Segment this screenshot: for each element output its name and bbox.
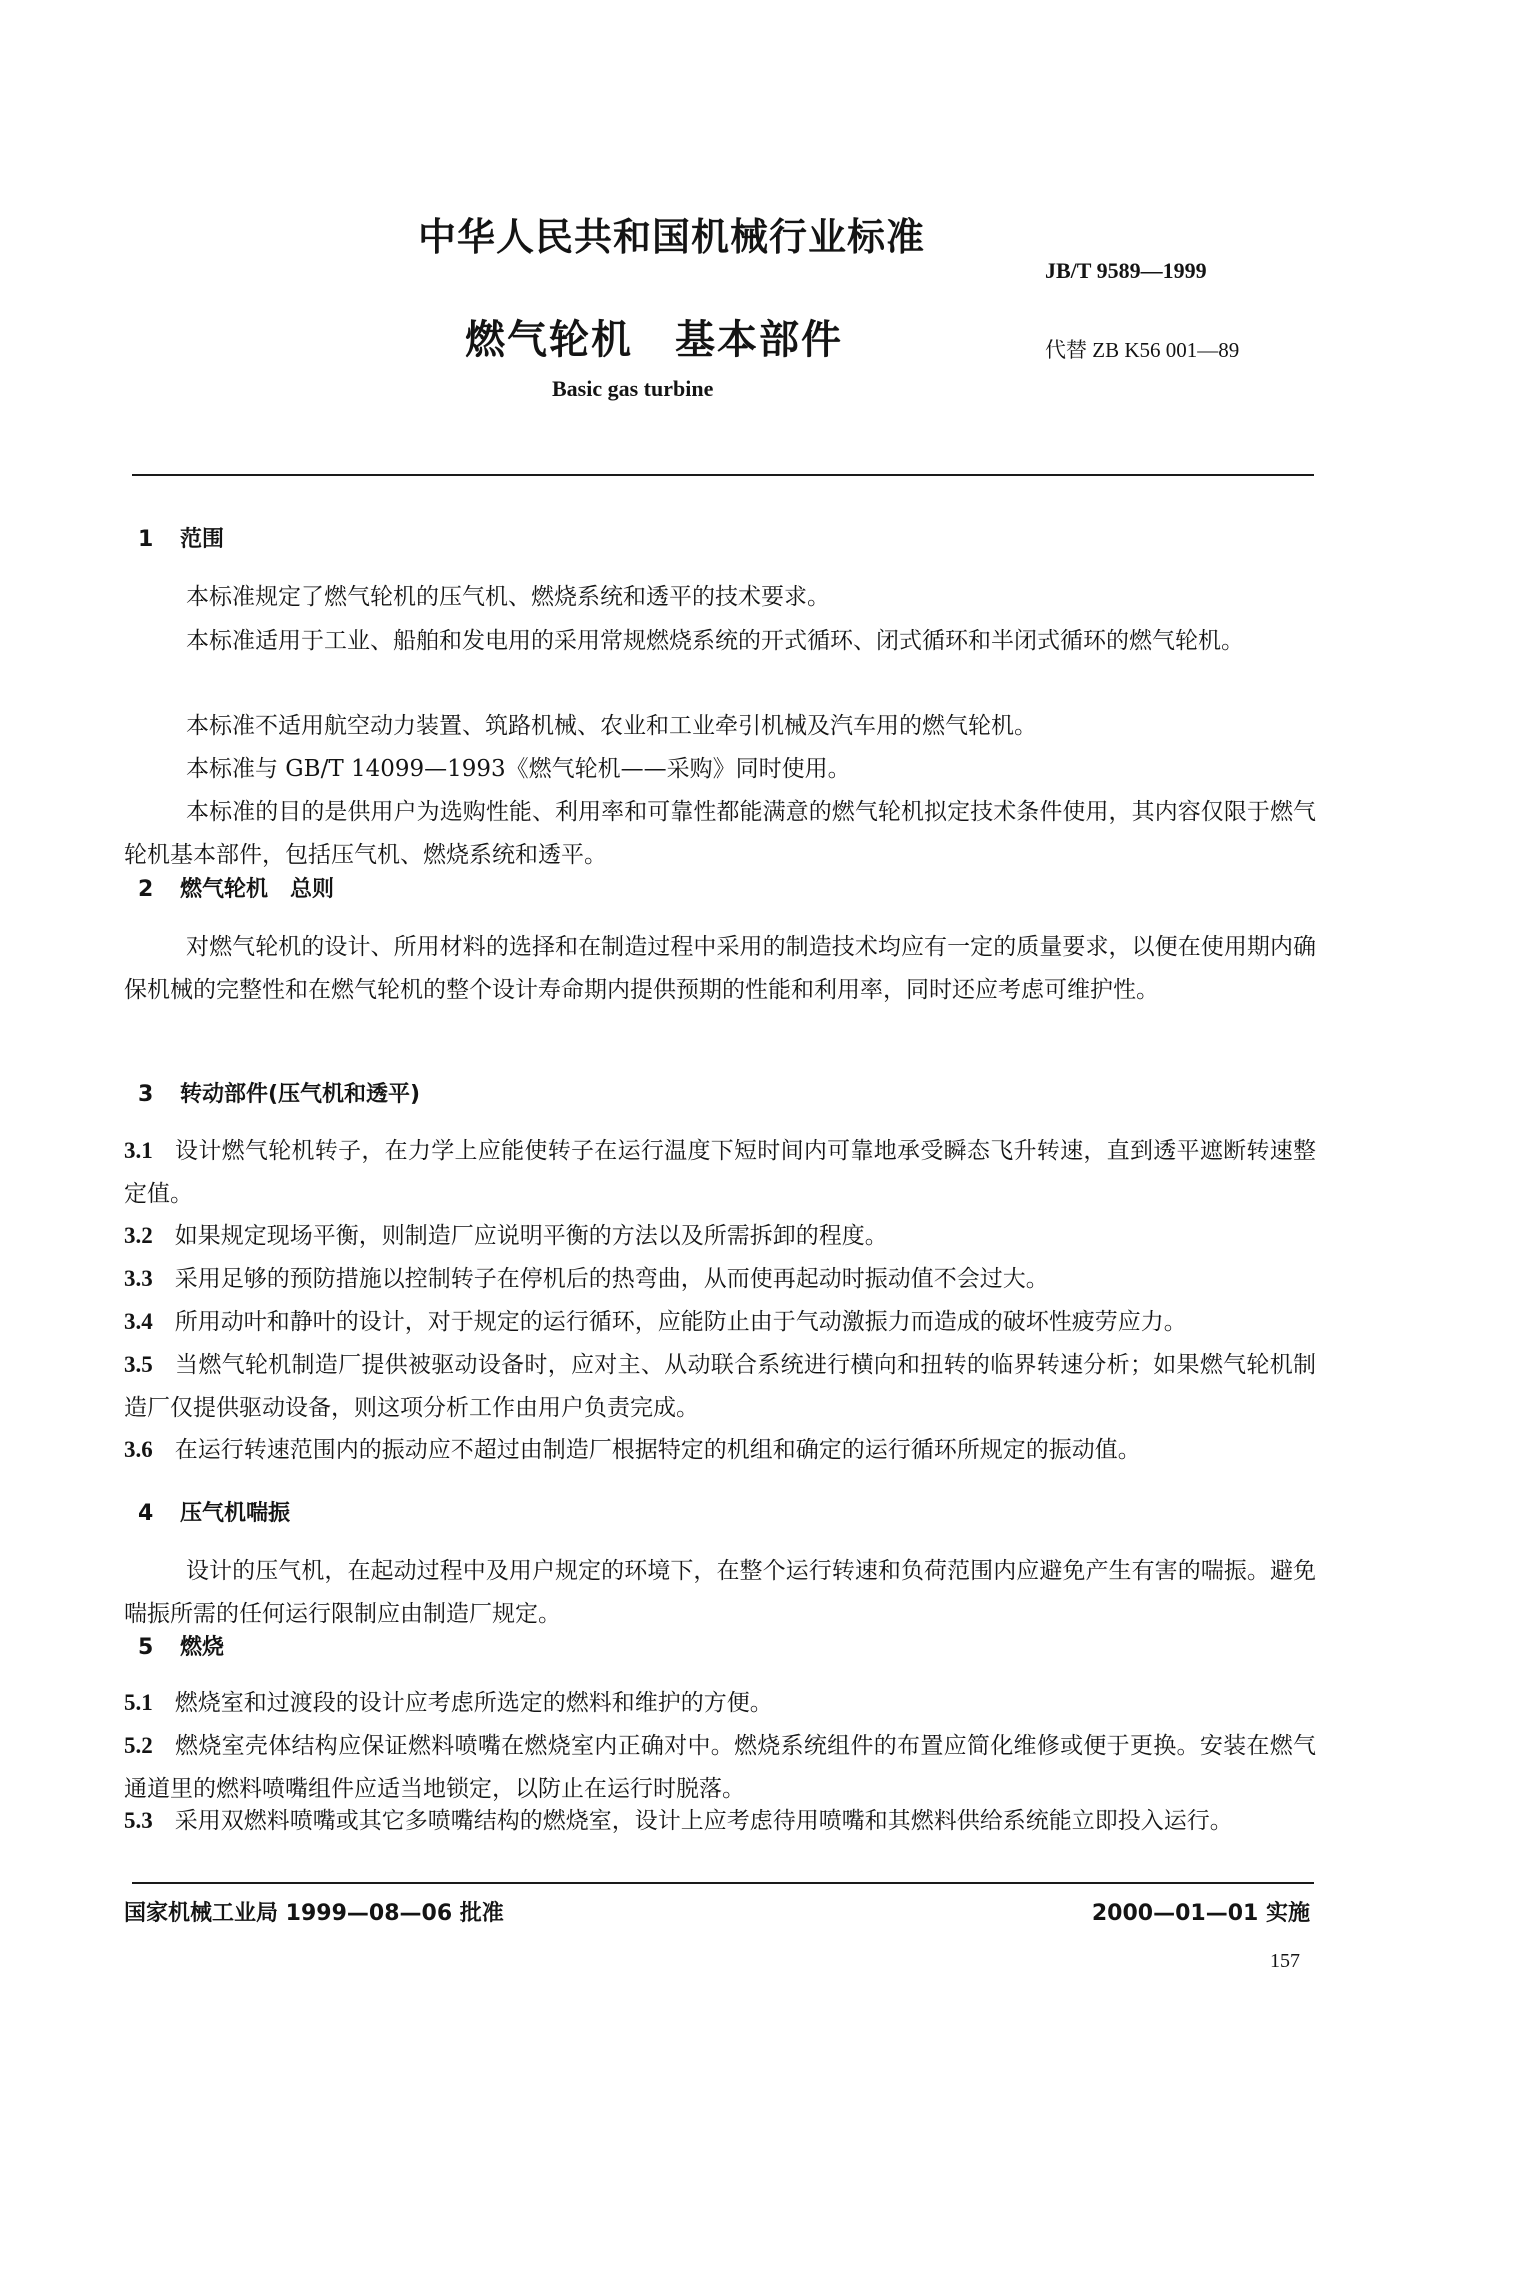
clause-3-3: 3.3 采用足够的预防措施以控制转子在停机后的热弯曲，从而使再起动时振动值不会过大。 [124, 1266, 1049, 1292]
section-2-paragraph-1: 对燃气轮机的设计、所用材料的选择和在制造过程中采用的制造技术均应有一定的质量要求，以便在使用期内确保机械的完整性和在燃气轮机的整个设计寿命期内提供预期的性能和利用率，同时还应考虑可维护性。 [124, 934, 1316, 1003]
section-1-paragraph-5: 本标准的目的是供用户为选购性能、利用率和可靠性都能满意的燃气轮机拟定技术条件使用，其内容仅限于燃气轮机基本部件，包括压气机、燃烧系统和透平。 [124, 799, 1316, 868]
section-4-heading: 4 压气机喘振 [138, 1501, 291, 1526]
replaces-standard: 代替 ZB K56 001—89 [1045, 338, 1240, 362]
section-5-heading: 5 燃烧 [138, 1635, 225, 1660]
approval-line: 国家机械工业局 1999—08—06 批准 [124, 1901, 504, 1926]
standard-title: 中华人民共和国机械行业标准 [418, 215, 926, 259]
clause-5-3: 5.3 采用双燃料喷嘴或其它多喷嘴结构的燃烧室，设计上应考虑待用喷嘴和其燃料供给系统能立即投入运行。 [124, 1808, 1233, 1834]
clause-3-2: 3.2 如果规定现场平衡，则制造厂应说明平衡的方法以及所需拆卸的程度。 [124, 1223, 888, 1249]
clause-5-1: 5.1 燃烧室和过渡段的设计应考虑所选定的燃料和维护的方便。 [124, 1690, 773, 1716]
english-title: Basic gas turbine [552, 376, 714, 401]
clause-3-6: 3.6 在运行转速范围内的振动应不超过由制造厂根据特定的机组和确定的运行循环所规定的振动值。 [124, 1437, 1141, 1463]
effective-date: 2000—01—01 实施 [1091, 1901, 1310, 1926]
clause-5-2: 5.2 燃烧室壳体结构应保证燃料喷嘴在燃烧室内正确对中。燃烧系统组件的布置应简化维修或便于更换。安装在燃气通道里的燃料喷嘴组件应适当地锁定，以防止在运行时脱落。 [124, 1733, 1316, 1802]
document-title-part2: 基本部件 [675, 317, 843, 363]
clause-3-1: 3.1 设计燃气轮机转子，在力学上应能使转子在运行温度下短时间内可靠地承受瞬态飞升转速，直到透平遮断转速整定值。 [124, 1138, 1316, 1207]
header-divider [132, 474, 1314, 476]
section-4-paragraph-1: 设计的压气机，在起动过程中及用户规定的环境下，在整个运行转速和负荷范围内应避免产生有害的喘振。避免喘振所需的任何运行限制应由制造厂规定。 [124, 1558, 1316, 1627]
clause-3-5: 3.5 当燃气轮机制造厂提供被驱动设备时，应对主、从动联合系统进行横向和扭转的临界转速分析；如果燃气轮机制造厂仅提供驱动设备，则这项分析工作由用户负责完成。 [124, 1352, 1316, 1421]
section-1-heading: 1 范围 [138, 527, 225, 552]
section-1-paragraph-3: 本标准不适用航空动力装置、筑路机械、农业和工业牵引机械及汽车用的燃气轮机。 [186, 713, 1037, 739]
clause-3-4: 3.4 所用动叶和静叶的设计，对于规定的运行循环，应能防止由于气动激振力而造成的破坏性疲劳应力。 [124, 1309, 1187, 1335]
section-1-paragraph-2: 本标准适用于工业、船舶和发电用的采用常规燃烧系统的开式循环、闭式循环和半闭式循环的燃气轮机。 [186, 628, 1244, 654]
section-1-paragraph-1: 本标准规定了燃气轮机的压气机、燃烧系统和透平的技术要求。 [186, 584, 830, 610]
document-title [465, 308, 843, 365]
section-2-heading: 2 燃气轮机 总则 [138, 877, 335, 902]
section-1-paragraph-4: 本标准与 GB/T 14099—1993《燃气轮机——采购》同时使用。 [186, 756, 851, 782]
footer-divider [132, 1882, 1314, 1884]
section-3-heading: 3 转动部件(压气机和透平) [138, 1082, 421, 1107]
document-title-part1: 燃气轮机 [465, 317, 633, 363]
standard-code: JB/T 9589—1999 [1045, 258, 1207, 283]
page-number: 157 [1270, 1950, 1300, 1972]
